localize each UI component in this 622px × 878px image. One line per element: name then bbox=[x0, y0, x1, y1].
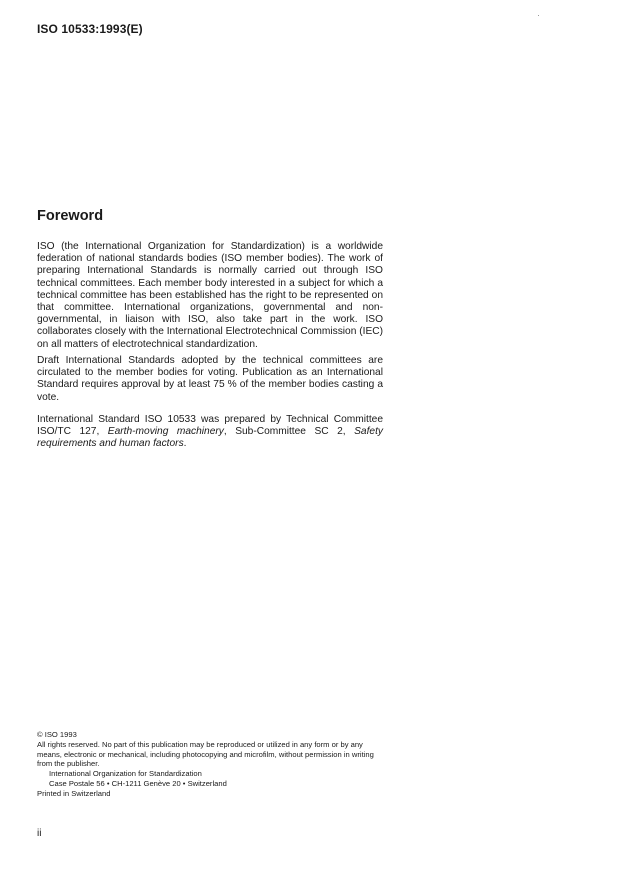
publisher-address: Case Postale 56 • CH-1211 Genève 20 • Switzerland bbox=[49, 778, 227, 788]
printed-in: Printed in Switzerland bbox=[37, 788, 111, 798]
rights-statement: All rights reserved. No part of this publication may be reproduced or utilized in any form or by any means, electronic or mechanical, including photocopying and microfilm, without permission in writing from the publisher. bbox=[37, 739, 374, 769]
committee-title: Earth-moving machinery bbox=[107, 426, 224, 438]
subcommittee-title: Safety requirements and human factors bbox=[37, 426, 384, 450]
publisher-name: International Organization for Standardization bbox=[49, 769, 202, 779]
paragraph-3-text-b: , Sub-Committee SC 2, bbox=[223, 426, 355, 438]
copyright-line: © ISO 1993 bbox=[37, 730, 77, 739]
section-title: Foreword bbox=[37, 208, 104, 224]
paragraph-3-text-c: . bbox=[183, 438, 187, 450]
foreword-paragraph-1: ISO (the International Organization for Standardization) is a worldwide federation of national standards bodies (ISO member bodies). The work of preparing International Standards is normally carried out through ISO technical committees. Each member body interested in a subject for which a technical committee has been established has the right to be represented on that committee. International organizations, governmental and non-governmental, in liaison with ISO, also take part in the work. ISO collaborates closely with the International Electrotechnical Commission (IEC) on all matters of electrotechnical standardization. bbox=[37, 241, 383, 350]
copyright-block bbox=[37, 730, 387, 799]
document-id: ISO 10533:1993(E) bbox=[37, 22, 143, 36]
corner-mark bbox=[538, 15, 539, 16]
paragraph-3-text-a: International Standard ISO 10533 was prepared by Technical Committee ISO/TC 127, bbox=[37, 414, 383, 438]
page-number: ii bbox=[37, 828, 42, 839]
foreword-paragraph-2: Draft International Standards adopted by the technical committees are circulated to the member bodies for voting. Publication as an International Standard requires approval by at least 75 % of the member bodies casting a vote. bbox=[37, 355, 383, 403]
foreword-paragraph-3 bbox=[37, 414, 383, 451]
